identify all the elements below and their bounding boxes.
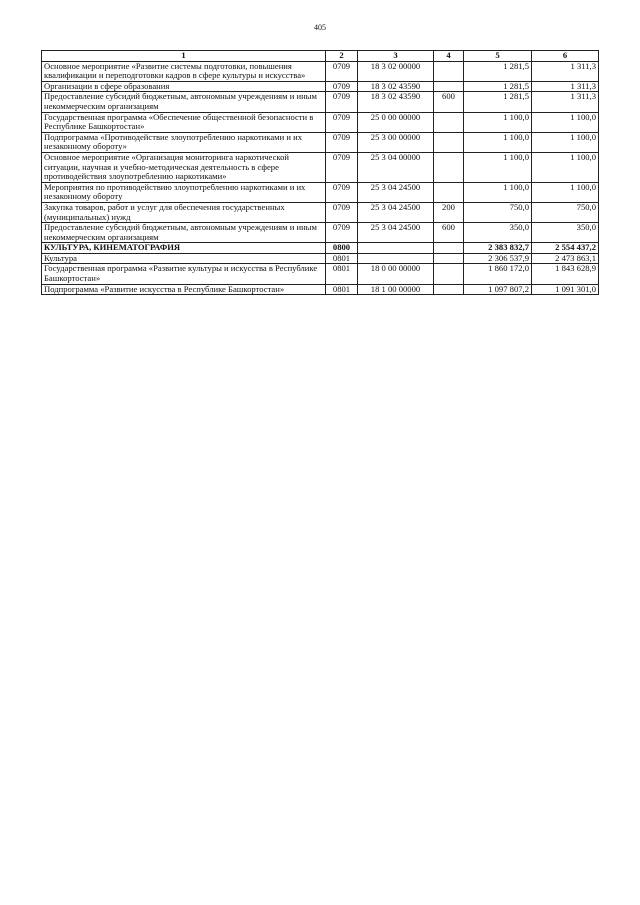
row-target-article-cell: 25 3 04 24500	[358, 202, 434, 222]
header-col-3: 3	[358, 51, 434, 62]
row-name-cell: КУЛЬТУРА, КИНЕМАТОГРАФИЯ	[42, 243, 326, 254]
table-row	[42, 202, 599, 222]
row-expense-type-cell	[434, 264, 464, 284]
row-name-cell: Государственная программа «Обеспечение общественной безопасности в Республике Башкортостан»	[42, 112, 326, 132]
table-row	[42, 182, 599, 202]
table-row	[42, 152, 599, 182]
row-amount-col5-cell: 1 860 172,0	[464, 264, 532, 284]
row-amount-col6-cell: 350,0	[532, 223, 599, 243]
table-row	[42, 243, 599, 254]
header-col-4: 4	[434, 51, 464, 62]
row-section-cell: 0709	[326, 202, 358, 222]
row-target-article-cell: 18 0 00 00000	[358, 264, 434, 284]
row-name-cell: Культура	[42, 253, 326, 264]
row-expense-type-cell	[434, 253, 464, 264]
row-section-cell: 0709	[326, 182, 358, 202]
row-expense-type-cell: 200	[434, 202, 464, 222]
table-row	[42, 61, 599, 81]
row-section-cell: 0709	[326, 132, 358, 152]
row-amount-col6-cell: 1 100,0	[532, 152, 599, 182]
row-target-article-cell: 18 1 00 00000	[358, 284, 434, 295]
row-target-article-cell: 18 3 02 43590	[358, 81, 434, 92]
row-expense-type-cell	[434, 182, 464, 202]
row-name-cell: Закупка товаров, работ и услуг для обеспечения государственных (муниципальных) нужд	[42, 202, 326, 222]
table-row	[42, 81, 599, 92]
row-amount-col5-cell: 750,0	[464, 202, 532, 222]
row-target-article-cell: 25 3 04 24500	[358, 182, 434, 202]
row-section-cell: 0709	[326, 61, 358, 81]
header-col-1: 1	[42, 51, 326, 62]
row-name-cell: Предоставление субсидий бюджетным, автономным учреждениям и иным некоммерческим организациям	[42, 223, 326, 243]
header-col-5: 5	[464, 51, 532, 62]
row-name-cell: Подпрограмма «Развитие искусства в Республике Башкортостан»	[42, 284, 326, 295]
table-header-row	[42, 51, 599, 62]
table-row	[42, 223, 599, 243]
header-col-6: 6	[532, 51, 599, 62]
row-amount-col5-cell: 350,0	[464, 223, 532, 243]
row-expense-type-cell	[434, 112, 464, 132]
row-expense-type-cell	[434, 81, 464, 92]
row-amount-col5-cell: 2 306 537,9	[464, 253, 532, 264]
row-name-cell: Мероприятия по противодействию злоупотреблению наркотиками и их незаконному обороту	[42, 182, 326, 202]
row-section-cell: 0801	[326, 264, 358, 284]
row-section-cell: 0709	[326, 112, 358, 132]
table-row	[42, 253, 599, 264]
page-number: 405	[314, 23, 326, 32]
row-amount-col6-cell: 750,0	[532, 202, 599, 222]
row-expense-type-cell	[434, 152, 464, 182]
row-target-article-cell: 25 3 04 00000	[358, 152, 434, 182]
row-name-cell: Предоставление субсидий бюджетным, автономным учреждениям и иным некоммерческим организациям	[42, 92, 326, 112]
row-expense-type-cell: 600	[434, 92, 464, 112]
row-amount-col6-cell: 1 091 301,0	[532, 284, 599, 295]
row-expense-type-cell: 600	[434, 223, 464, 243]
row-amount-col5-cell: 1 281,5	[464, 81, 532, 92]
row-section-cell: 0709	[326, 152, 358, 182]
row-target-article-cell: 25 3 04 24500	[358, 223, 434, 243]
table-row	[42, 284, 599, 295]
row-target-article-cell: 25 3 00 00000	[358, 132, 434, 152]
row-amount-col6-cell: 1 311,3	[532, 61, 599, 81]
row-amount-col5-cell: 1 281,5	[464, 92, 532, 112]
row-amount-col5-cell: 2 383 832,7	[464, 243, 532, 254]
row-target-article-cell	[358, 253, 434, 264]
row-expense-type-cell	[434, 243, 464, 254]
row-amount-col6-cell: 1 100,0	[532, 112, 599, 132]
budget-table	[41, 50, 599, 295]
row-amount-col6-cell: 2 473 863,1	[532, 253, 599, 264]
row-name-cell: Государственная программа «Развитие культуры и искусства в Республике Башкортостан»	[42, 264, 326, 284]
row-name-cell: Организации в сфере образования	[42, 81, 326, 92]
row-target-article-cell: 18 3 02 00000	[358, 61, 434, 81]
row-amount-col5-cell: 1 281,5	[464, 61, 532, 81]
row-amount-col5-cell: 1 100,0	[464, 182, 532, 202]
row-expense-type-cell	[434, 61, 464, 81]
row-target-article-cell: 25 0 00 00000	[358, 112, 434, 132]
row-section-cell: 0709	[326, 81, 358, 92]
row-expense-type-cell	[434, 284, 464, 295]
table-row	[42, 112, 599, 132]
row-target-article-cell: 18 3 02 43590	[358, 92, 434, 112]
row-amount-col6-cell: 1 311,3	[532, 81, 599, 92]
row-expense-type-cell	[434, 132, 464, 152]
row-amount-col5-cell: 1 100,0	[464, 132, 532, 152]
row-amount-col6-cell: 1 843 628,9	[532, 264, 599, 284]
row-section-cell: 0800	[326, 243, 358, 254]
row-name-cell: Основное мероприятие «Развитие системы подготовки, повышения квалификации и переподготовки кадров в сфере культуры и искусства»	[42, 61, 326, 81]
row-name-cell: Подпрограмма «Противодействие злоупотреблению наркотиками и их незаконному обороту»	[42, 132, 326, 152]
row-amount-col6-cell: 1 311,3	[532, 92, 599, 112]
row-amount-col5-cell: 1 100,0	[464, 112, 532, 132]
row-amount-col6-cell: 2 554 437,2	[532, 243, 599, 254]
table-row	[42, 264, 599, 284]
table-row	[42, 92, 599, 112]
row-target-article-cell	[358, 243, 434, 254]
row-amount-col6-cell: 1 100,0	[532, 132, 599, 152]
table-row	[42, 132, 599, 152]
row-section-cell: 0801	[326, 253, 358, 264]
row-name-cell: Основное мероприятие «Организация мониторинга наркотической ситуации, научная и учебно-методическая деятельность в сфере противодействия злоупотреблению наркотиками»	[42, 152, 326, 182]
row-section-cell: 0709	[326, 223, 358, 243]
row-amount-col5-cell: 1 100,0	[464, 152, 532, 182]
row-amount-col6-cell: 1 100,0	[532, 182, 599, 202]
row-section-cell: 0801	[326, 284, 358, 295]
header-col-2: 2	[326, 51, 358, 62]
row-amount-col5-cell: 1 097 807,2	[464, 284, 532, 295]
row-section-cell: 0709	[326, 92, 358, 112]
